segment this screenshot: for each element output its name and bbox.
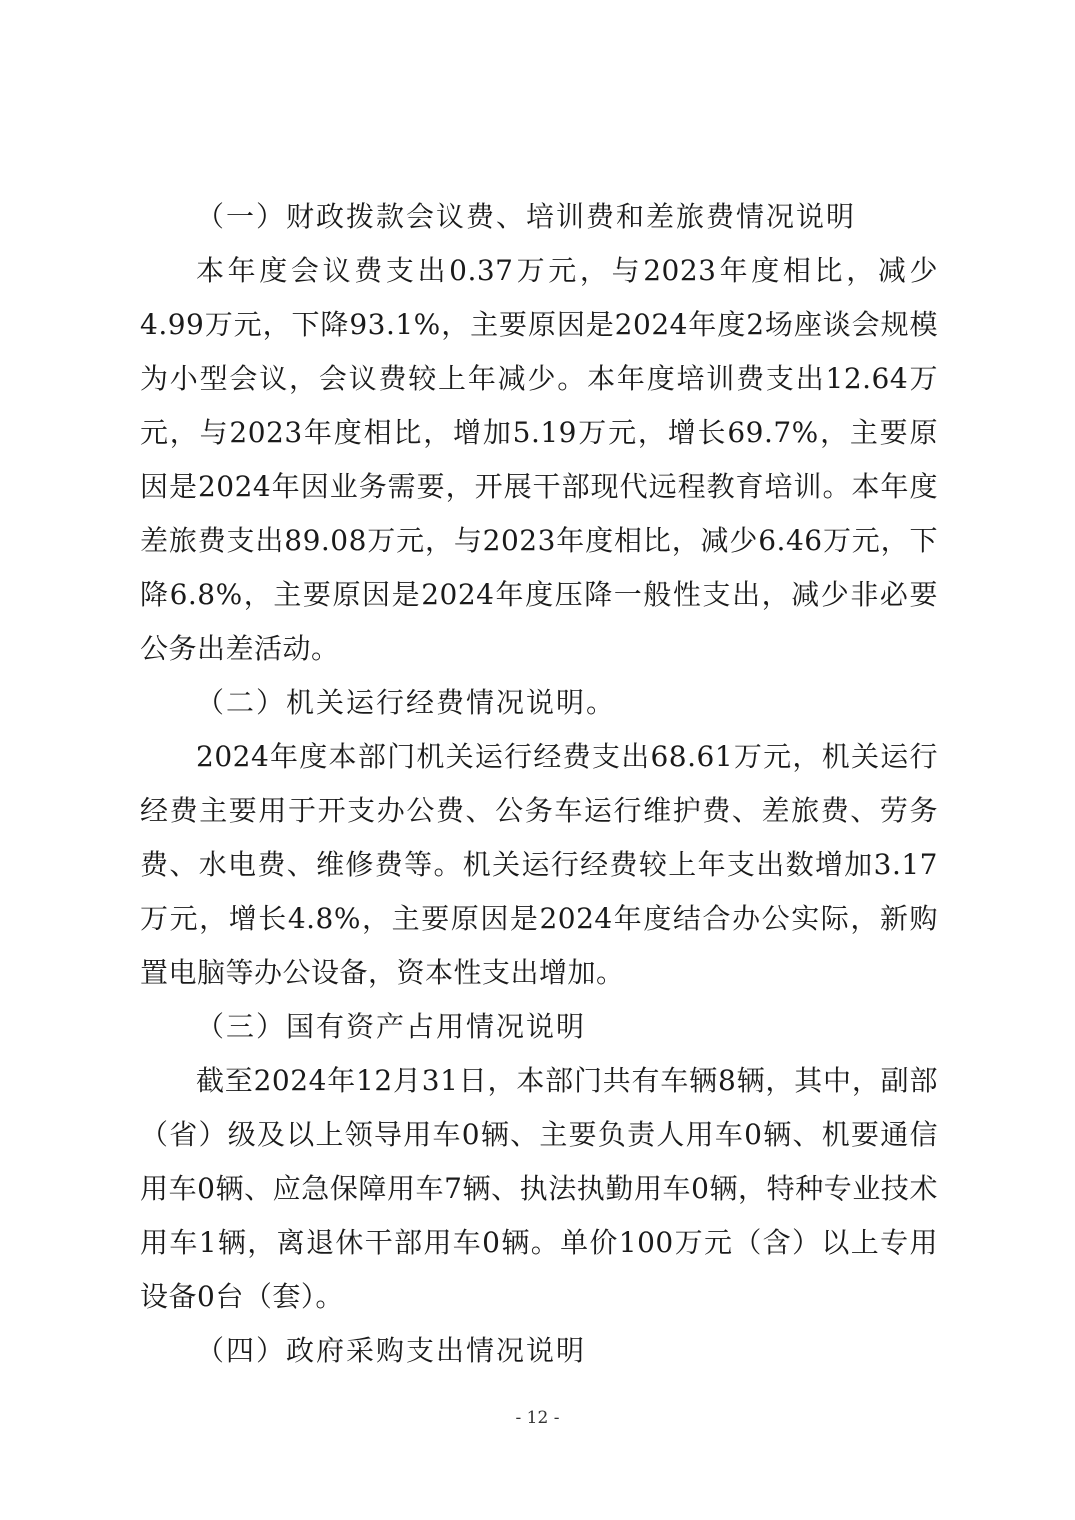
- section-paragraph-3: 截至2024年12月31日，本部门共有车辆8辆，其中，副部（省）级及以上领导用车0辆、主要负责人用车0辆、机要通信用车0辆、应急保障用车7辆、执法执勤用车0辆，特种专业技术用车1辆，离退休干部用车0辆。单价100万元（含）以上专用设备0台（套）。: [140, 1064, 938, 1313]
- document-body: [140, 190, 938, 1378]
- section-heading-3: （三）国有资产占用情况说明: [196, 1010, 587, 1043]
- section-paragraph-2: 2024年度本部门机关运行经费支出68.61万元，机关运行经费主要用于开支办公费、公务车运行维护费、差旅费、劳务费、水电费、维修费等。机关运行经费较上年支出数增加3.17万元，增长4.8%，主要原因是2024年度结合办公实际，新购置电脑等办公设备，资本性支出增加。: [140, 740, 938, 989]
- section-heading-4: （四）政府采购支出情况说明: [196, 1334, 587, 1367]
- section-paragraph-1: 本年度会议费支出0.37万元，与2023年度相比，减少4.99万元，下降93.1%，主要原因是2024年度2场座谈会规模为小型会议，会议费较上年减少。本年度培训费支出12.64万元，与2023年度相比，增加5.19万元，增长69.7%，主要原因是2024年因业务需要，开展干部现代远程教育培训。本年度差旅费支出89.08万元，与2023年度相比，减少6.46万元，下降6.8%，主要原因是2024年度压降一般性支出，减少非必要公务出差活动。: [140, 254, 938, 665]
- section-heading-2: （二）机关运行经费情况说明。: [196, 686, 617, 719]
- page-number: - 12 -: [515, 1408, 560, 1428]
- section-heading-1: （一）财政拨款会议费、培训费和差旅费情况说明: [196, 200, 857, 233]
